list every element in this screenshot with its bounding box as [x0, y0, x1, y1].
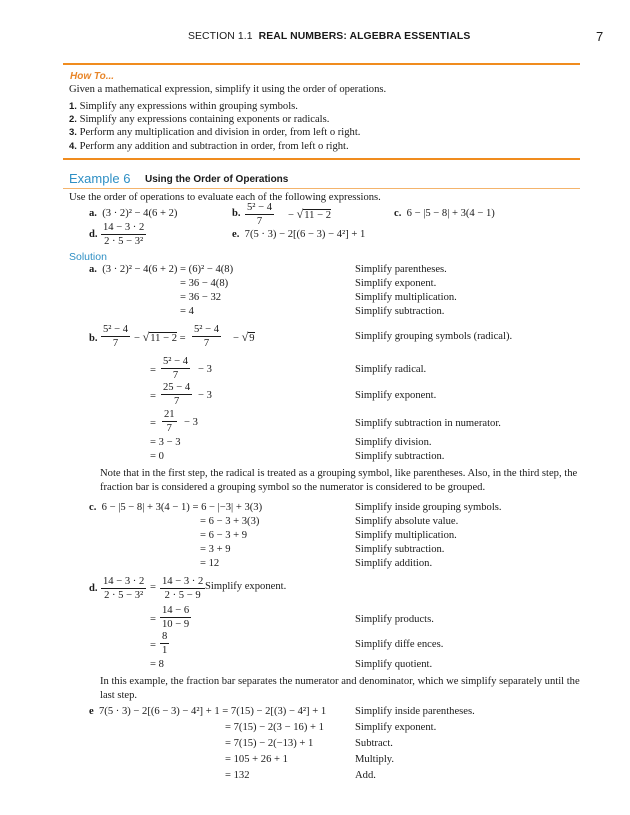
section-title: REAL NUMBERS: ALGEBRA ESSENTIALS — [258, 31, 471, 42]
solution-d-note: Simplify products. — [355, 614, 434, 625]
solution-a-step: = 36 − 32 — [180, 292, 222, 303]
howto-bottom-rule — [63, 158, 580, 160]
solution-a-line: a. (3 · 2)² − 4(6 + 2) = (6)² − 4(8) — [89, 264, 234, 275]
howto-step: 4. Perform any addition and subtraction in order, from left o right. — [69, 141, 349, 152]
solution-b-fraction: $\frac{\text{5² − 4}}{7}$ — [103, 324, 129, 349]
solution-d-letter: d. — [89, 583, 98, 594]
solution-d-note: Simplify diffe ences. — [355, 639, 444, 650]
solution-a-step: = 4 — [180, 306, 194, 317]
solution-b-note: Simplify division. — [355, 437, 432, 448]
solution-c-note: Simplify multiplication. — [355, 530, 457, 541]
solution-a-note: Simplify parentheses. — [355, 264, 447, 275]
equals-sign: = — [150, 640, 156, 651]
solution-e-step: = 132 — [225, 770, 250, 781]
solution-a-step: = 36 − 4(8) — [180, 278, 229, 289]
running-header — [188, 31, 470, 42]
solution-b-term: − 3 — [198, 390, 212, 401]
solution-e-step: = 7(15) − 2(3 − 16) + 1 — [225, 722, 324, 733]
solution-c-line: c. 6 − |5 − 8| + 3(4 − 1) = 6 − |−3| + 3(3) — [89, 502, 263, 513]
solution-b-radical: − √9 — [233, 330, 255, 344]
solution-d-note: Simplify exponent. — [205, 581, 287, 592]
equals-sign: = — [150, 391, 156, 402]
solution-c-step: = 12 — [200, 558, 220, 569]
howto-step: 2. Simplify any expressions containing exponents or radicals. — [69, 114, 330, 125]
solution-e-note: Add. — [355, 770, 376, 781]
solution-b-note: Simplify subtraction in numerator. — [355, 418, 501, 429]
equals-sign: = — [150, 365, 156, 376]
equals-sign: = — [150, 614, 156, 625]
example-prompt: Use the order of operations to evaluate each of the following expressions. — [69, 192, 381, 203]
solution-d-step: = 8 — [150, 659, 164, 670]
page-number: 7 — [596, 29, 604, 44]
solution-d-explanation: In this example, the fraction bar separates the numerator and denominator, which we simplify separately until the last step. — [100, 676, 580, 701]
howto-top-rule — [63, 63, 580, 65]
solution-d-fraction: $\frac{14 - 3 \cdot 2}{2 \cdot 5 - 9}$ — [162, 576, 204, 601]
solution-b-step: = 0 — [150, 451, 164, 462]
solution-a-note: Simplify subtraction. — [355, 306, 445, 317]
howto-step: 3. Perform any multiplication and division in order, from left o right. — [69, 127, 361, 138]
solution-b-note: Simplify subtraction. — [355, 451, 445, 462]
solution-c-step: = 3 + 9 — [200, 544, 231, 555]
radical-icon: √ — [142, 330, 150, 344]
solution-b-fraction: $\frac{\text{5² − 4}}{7}$ — [163, 356, 189, 381]
solution-d-note: Simplify quotient. — [355, 659, 433, 670]
equals-sign: = — [150, 582, 156, 593]
solution-b-explanation: Note that in the first step, the radical is treated as a grouping symbol, like parentheses. Also, in the third step, the fraction bar is considered a grouping symbol so the numerator is considered to be grouped. — [100, 468, 578, 493]
solution-a-note: Simplify multiplication. — [355, 292, 457, 303]
solution-e-note: Subtract. — [355, 738, 393, 749]
solution-b-fraction: $\frac{\text{5² − 4}}{7}$ — [194, 324, 220, 349]
example-title: Using the Order of Operations — [145, 174, 289, 185]
solution-e-note: Multiply. — [355, 754, 395, 765]
solution-e-note: Simplify inside parentheses. — [355, 706, 475, 717]
problem-d-fraction: $\frac{14 - 3 \cdot 2}{\text{2 · 5 − 3²}}$ — [103, 222, 145, 247]
solution-b-note: Simplify exponent. — [355, 390, 437, 401]
solution-e-line: e 7(5 · 3) − 2[(6 − 3) − 4²] + 1 = 7(15) − 2[(3) − 4²] + 1 — [89, 706, 327, 717]
solution-b-term: − 3 — [198, 364, 212, 375]
solution-c-note: Simplify addition. — [355, 558, 433, 569]
solution-c-step: = 6 − 3 + 9 — [200, 530, 248, 541]
problem-d-letter: d. — [89, 229, 98, 240]
radical-icon: √ — [241, 330, 249, 344]
solution-b-note: Simplify grouping symbols (radical). — [355, 331, 513, 342]
solution-b-term: − 3 — [184, 417, 198, 428]
problem-c: c. 6 − |5 − 8| + 3(4 − 1) — [394, 208, 495, 219]
solution-c-step: = 6 − 3 + 3(3) — [200, 516, 260, 527]
problem-e: e. 7(5 · 3) − 2[(6 − 3) − 4²] + 1 — [232, 229, 366, 240]
solution-e-step: = 7(15) − 2(−13) + 1 — [225, 738, 314, 749]
solution-b-fraction: $\frac{25 - 4}{7}$ — [163, 382, 191, 407]
solution-a-note: Simplify exponent. — [355, 278, 437, 289]
problem-b-radical: − √11 − 2 — [288, 207, 331, 221]
solution-e-note: Simplify exponent. — [355, 722, 437, 733]
solution-d-fraction: $\frac{14 - 3 \cdot 2}{\text{2 · 5 − 3²}}$ — [103, 576, 145, 601]
example-rule — [63, 188, 580, 189]
solution-c-note: Simplify absolute value. — [355, 516, 459, 527]
solution-c-note: Simplify subtraction. — [355, 544, 445, 555]
solution-d-fraction: $\frac{8}{1}$ — [162, 631, 168, 656]
equals-sign: = — [150, 418, 156, 429]
problem-b-letter: b. — [232, 208, 241, 219]
solution-e-step: = 105 + 26 + 1 — [225, 754, 288, 765]
section-number: SECTION 1.1 — [188, 31, 253, 42]
solution-b-fraction: $\frac{21}{7}$ — [164, 409, 175, 434]
solution-b-note: Simplify radical. — [355, 364, 427, 375]
problem-b-fraction: $\frac{\text{5² − 4}}{7}$ — [247, 202, 273, 227]
howto-intro: Given a mathematical expression, simplify it using the order of operations. — [69, 84, 387, 95]
solution-label: Solution — [69, 251, 107, 263]
howto-step: 1. Simplify any expressions within grouping symbols. — [69, 101, 298, 112]
solution-c-note: Simplify inside grouping symbols. — [355, 502, 502, 513]
solution-b-letter: b. — [89, 333, 98, 344]
radical-icon: √ — [296, 207, 304, 221]
solution-b-radical: − √11 − 2 = — [134, 330, 186, 344]
solution-d-fraction: $\frac{14 - 6}{10 - 9}$ — [162, 605, 190, 630]
solution-b-step: = 3 − 3 — [150, 437, 181, 448]
problem-a: a. (3 · 2)² − 4(6 + 2) — [89, 208, 178, 219]
example-label: Example 6 — [69, 171, 131, 186]
howto-label: How To... — [70, 71, 115, 82]
